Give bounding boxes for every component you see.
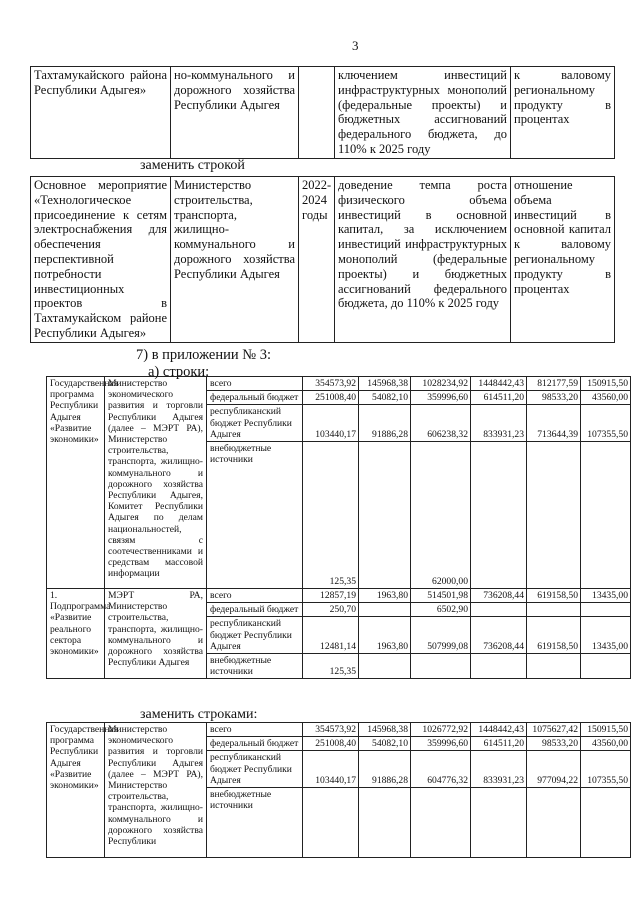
table-a-value: 13435,00 bbox=[581, 617, 631, 654]
table-a-value bbox=[581, 603, 631, 617]
replace-col1: Основное мероприятие «Технологическое присоединение к сетям электроснабжения для обеспечения перспективной потребности инвестиционных проектов в Тахтамукайском районе Республики Адыгея» bbox=[31, 177, 171, 343]
table-b-value: 604776,32 bbox=[411, 751, 471, 788]
table-a-program-source-2: республиканский бюджет Республики Адыгея bbox=[207, 405, 303, 442]
table-a-value: 6502,90 bbox=[411, 603, 471, 617]
table-b-source-1: федеральный бюджет bbox=[207, 737, 303, 751]
table-a-value: 251008,40 bbox=[303, 391, 359, 405]
table-a-value: 98533,20 bbox=[527, 391, 581, 405]
table-b-value: 359996,60 bbox=[411, 737, 471, 751]
table-b-program-exec: Министерство экономического развития и торговли Республики Адыгея (далее – МЭРТ РА), Министерство строительства, транспорта, жилищно-коммунального и дорожного хозяйства Республики bbox=[105, 723, 207, 858]
table-a-value: 507999,08 bbox=[411, 617, 471, 654]
replace-rows-label: заменить строками: bbox=[140, 707, 258, 722]
table-a-value: 250,70 bbox=[303, 603, 359, 617]
table-a-value: 1963,80 bbox=[359, 617, 411, 654]
page-number: 3 bbox=[352, 38, 359, 53]
table-a-value: 13435,00 bbox=[581, 589, 631, 603]
table-a-value: 1963,80 bbox=[359, 589, 411, 603]
table-a-sub-source-2: республиканский бюджет Республики Адыгея bbox=[207, 617, 303, 654]
table-b-value: 1026772,92 bbox=[411, 723, 471, 737]
table-a-value: 107355,50 bbox=[581, 405, 631, 442]
table-a-value bbox=[471, 442, 527, 589]
table-a-value: 619158,50 bbox=[527, 617, 581, 654]
table-a-value: 62000,00 bbox=[411, 442, 471, 589]
table-b bbox=[46, 722, 631, 858]
table-b-program-name: Государственная программа Республики Адыгея «Развитие экономики» bbox=[47, 723, 105, 858]
table-a-value bbox=[471, 654, 527, 679]
table-a-sub-source-0: всего bbox=[207, 589, 303, 603]
table-a-value: 1028234,92 bbox=[411, 377, 471, 391]
table-a-value: 12857,19 bbox=[303, 589, 359, 603]
table-b-value: 103440,17 bbox=[303, 751, 359, 788]
table-b-value bbox=[303, 788, 359, 858]
table-a-value: 150915,50 bbox=[581, 377, 631, 391]
top-col3 bbox=[299, 67, 335, 159]
table-a-value: 145968,38 bbox=[359, 377, 411, 391]
top-table bbox=[30, 66, 615, 159]
table-b-value: 1075627,42 bbox=[527, 723, 581, 737]
table-b-source-2: республиканский бюджет Республики Адыгея bbox=[207, 751, 303, 788]
table-a-value: 833931,23 bbox=[471, 405, 527, 442]
table-b-value: 354573,92 bbox=[303, 723, 359, 737]
table-b-value: 1448442,43 bbox=[471, 723, 527, 737]
table-a-sub-name: 1. Подпрограмма «Развитие реального сектора экономики» bbox=[47, 589, 105, 679]
replace-col5: отношение объема инвестиций в основной капитал к валовому региональному продукту в процентах bbox=[511, 177, 615, 343]
table-a-value: 619158,50 bbox=[527, 589, 581, 603]
table-a-value: 359996,60 bbox=[411, 391, 471, 405]
table-a-value: 1448442,43 bbox=[471, 377, 527, 391]
table-b-value bbox=[411, 788, 471, 858]
table-b-value: 43560,00 bbox=[581, 737, 631, 751]
table-b-source-3: внебюджетные источники bbox=[207, 788, 303, 858]
table-a-value bbox=[581, 442, 631, 589]
table-a-value: 125,35 bbox=[303, 654, 359, 679]
top-col2: но-коммунального и дорожного хозяйства Республики Адыгея bbox=[171, 67, 299, 159]
table-a-program-source-3: внебюджетные источники bbox=[207, 442, 303, 589]
table-a-value bbox=[527, 603, 581, 617]
table-b-value: 98533,20 bbox=[527, 737, 581, 751]
replace-line-label: заменить строкой bbox=[140, 158, 245, 173]
table-a-program-source-0: всего bbox=[207, 377, 303, 391]
table-a-value: 736208,44 bbox=[471, 589, 527, 603]
table-a-value: 54082,10 bbox=[359, 391, 411, 405]
table-a-program-exec: Министерство экономического развития и торговли Республики Адыгея (далее – МЭРТ РА), Министерство строительства, транспорта, жилищно-коммунального и дорожного хозяйства Республики Адыгея, Комитет Республики Адыгея по делам национальностей, связям с соотечественниками и средствам массовой информации bbox=[105, 377, 207, 589]
table-b-value: 833931,23 bbox=[471, 751, 527, 788]
replace-col3: 2022-2024 годы bbox=[299, 177, 335, 343]
table-a-value: 103440,17 bbox=[303, 405, 359, 442]
item7-label: 7) в приложении № 3: bbox=[136, 347, 271, 363]
table-a-value: 91886,28 bbox=[359, 405, 411, 442]
top-col4: ключением инвестиций инфраструктурных монополий (федеральные проекты) и бюджетных ассигнований федерального бюджета, до 110% к 2025 году bbox=[335, 67, 511, 159]
table-b-source-0: всего bbox=[207, 723, 303, 737]
item7a-label: а) строки: bbox=[148, 364, 210, 380]
table-b-value bbox=[527, 788, 581, 858]
table-a-value: 614511,20 bbox=[471, 391, 527, 405]
table-a-value: 514501,98 bbox=[411, 589, 471, 603]
replace-table bbox=[30, 176, 615, 343]
table-b-value bbox=[581, 788, 631, 858]
table-b-value: 145968,38 bbox=[359, 723, 411, 737]
table-b-value: 91886,28 bbox=[359, 751, 411, 788]
table-a-program-source-1: федеральный бюджет bbox=[207, 391, 303, 405]
table-a-value bbox=[359, 603, 411, 617]
replace-col2: Министерство строительства, транспорта, жилищно-коммунального и дорожного хозяйства Республики Адыгея bbox=[171, 177, 299, 343]
table-a-value: 354573,92 bbox=[303, 377, 359, 391]
top-col1: Тахтамукайского района Республики Адыгея» bbox=[31, 67, 171, 159]
table-a-program-name: Государственная программа Республики Адыгея «Развитие экономики» bbox=[47, 377, 105, 589]
table-a-sub-source-3: внебюджетные источники bbox=[207, 654, 303, 679]
table-b-value: 614511,20 bbox=[471, 737, 527, 751]
table-b-value: 977094,22 bbox=[527, 751, 581, 788]
table-a-value bbox=[471, 603, 527, 617]
table-a-value: 812177,59 bbox=[527, 377, 581, 391]
table-a-value bbox=[527, 442, 581, 589]
table-a-value: 713644,39 bbox=[527, 405, 581, 442]
table-b-value: 107355,50 bbox=[581, 751, 631, 788]
table-a-sub-source-1: федеральный бюджет bbox=[207, 603, 303, 617]
table-a-value bbox=[411, 654, 471, 679]
table-a-sub-exec: МЭРТ РА, Министерство строительства, транспорта, жилищно-коммунального и дорожного хозяйства Республики Адыгея bbox=[105, 589, 207, 679]
table-a-value bbox=[359, 654, 411, 679]
table-b-value bbox=[471, 788, 527, 858]
table-b-value: 54082,10 bbox=[359, 737, 411, 751]
table-a bbox=[46, 376, 631, 679]
table-b-value: 251008,40 bbox=[303, 737, 359, 751]
table-b-value: 150915,50 bbox=[581, 723, 631, 737]
table-a-value bbox=[359, 442, 411, 589]
top-col5: к валовому региональному продукту в процентах bbox=[511, 67, 615, 159]
table-a-value bbox=[527, 654, 581, 679]
table-b-value bbox=[359, 788, 411, 858]
table-a-value: 43560,00 bbox=[581, 391, 631, 405]
replace-col4: доведение темпа роста физического объема инвестиций в основной капитал, за исключением инвестиций инфраструктурных монополий (федеральные проекты) и бюджетных ассигнований федерального бюджета, до 110% к 2025 году bbox=[335, 177, 511, 343]
table-a-value: 606238,32 bbox=[411, 405, 471, 442]
table-a-value: 125,35 bbox=[303, 442, 359, 589]
table-a-value bbox=[581, 654, 631, 679]
table-a-value: 12481,14 bbox=[303, 617, 359, 654]
table-a-value: 736208,44 bbox=[471, 617, 527, 654]
